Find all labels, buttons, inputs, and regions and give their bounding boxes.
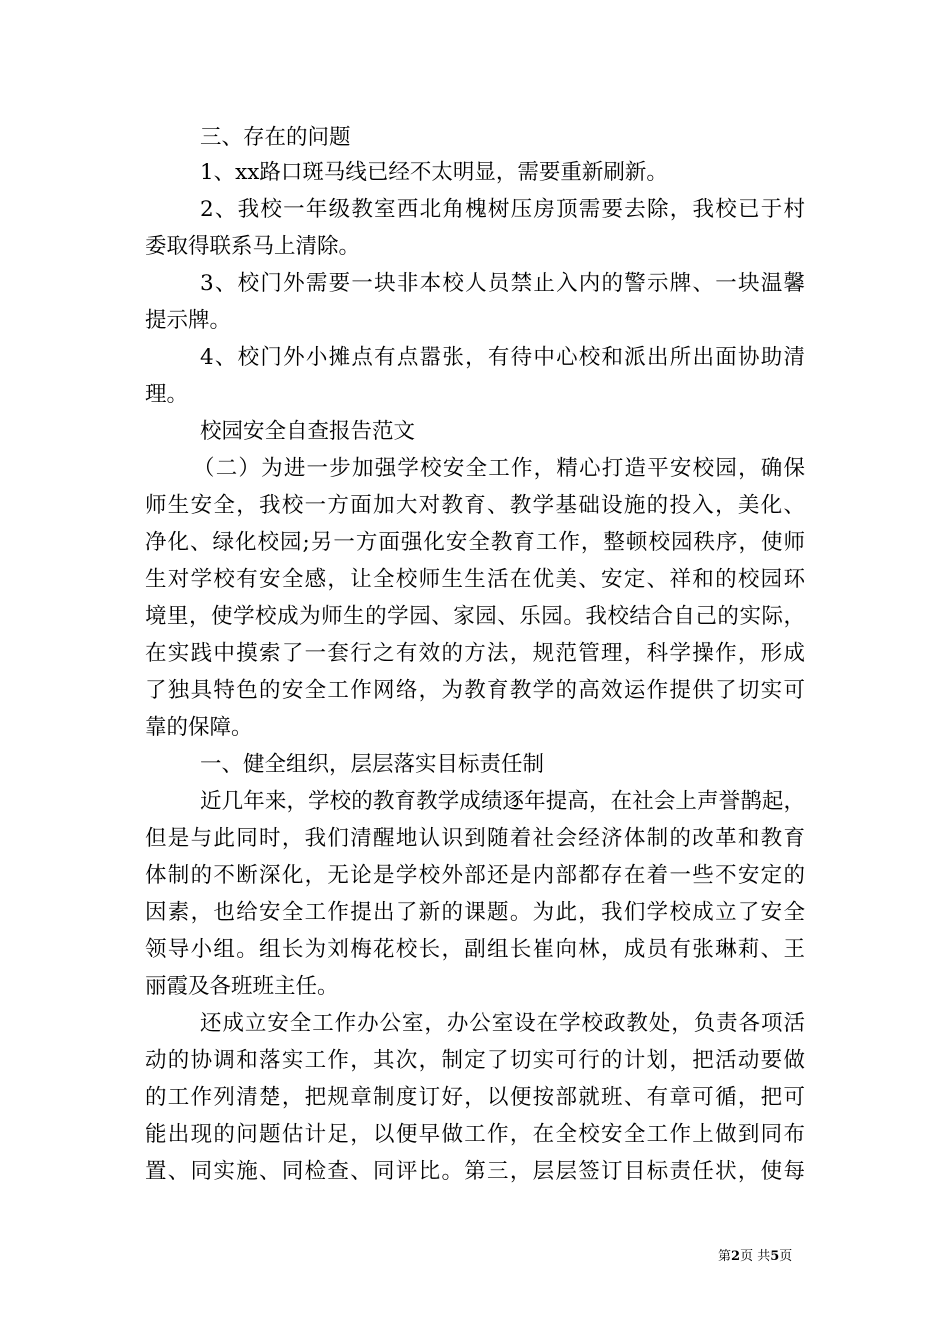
text-line: 3、校门外需要一块非本校人员禁止入内的警示牌、一块温馨 (200, 271, 805, 296)
text-line: 还成立安全工作办公室，办公室设在学校政教处，负责各项活 (200, 1011, 805, 1036)
footer-suffix: 页 (779, 1249, 793, 1264)
footer-total-pages: 5 (770, 1249, 780, 1264)
text-line: 了独具特色的安全工作网络，为教育教学的高效运作提供了切实可 (145, 678, 805, 703)
text-line: 境里，使学校成为师生的学园、家园、乐园。我校结合自己的实际， (145, 604, 805, 629)
page-footer (718, 1249, 792, 1265)
text-line: 能出现的问题估计足，以便早做工作，在全校安全工作上做到同布 (145, 1122, 805, 1147)
text-line: 置、同实施、同检查、同评比。第三，层层签订目标责任状，使每 (145, 1159, 805, 1184)
text-line: 委取得联系马上清除。 (145, 234, 361, 259)
text-line: 净化、绿化校园;另一方面强化安全教育工作，整顿校园秩序，使师 (145, 530, 805, 555)
text-line: 师生安全，我校一方面加大对教育、教学基础设施的投入，美化、 (145, 493, 805, 518)
text-line: 动的协调和落实工作，其次，制定了切实可行的计划，把活动要做 (145, 1048, 805, 1073)
text-line: 在实践中摸索了一套行之有效的方法，规范管理，科学操作，形成 (145, 641, 805, 666)
section-heading-problems: 三、存在的问题 (200, 125, 351, 150)
text-line: 的工作列清楚，把规章制度订好，以便按部就班、有章可循，把可 (145, 1085, 805, 1110)
text-line: 丽霞及各班班主任。 (145, 974, 339, 999)
text-line: 领导小组。组长为刘梅花校长，副组长崔向林，成员有张琳莉、王 (145, 937, 805, 962)
section-heading-organization: 一、健全组织，层层落实目标责任制 (200, 752, 545, 777)
footer-page-number: 2 (731, 1249, 741, 1264)
text-line: 提示牌。 (145, 308, 232, 333)
text-line: 生对学校有安全感，让全校师生生活在优美、安定、祥和的校园环 (145, 567, 805, 592)
footer-middle: 页 共 (740, 1249, 771, 1264)
text-line: 近几年来，学校的教育教学成绩逐年提高，在社会上声誉鹊起， (200, 789, 805, 814)
text-line: 因素，也给安全工作提出了新的课题。为此，我们学校成立了安全 (145, 900, 805, 925)
text-line: 1、xx路口斑马线已经不太明显，需要重新刷新。 (200, 160, 668, 185)
text-line: 但是与此同时，我们清醒地认识到随着社会经济体制的改革和教育 (145, 826, 805, 851)
document-title: 校园安全自查报告范文 (200, 419, 416, 444)
footer-prefix: 第 (718, 1249, 732, 1264)
text-line: 靠的保障。 (145, 715, 253, 740)
text-line: 体制的不断深化，无论是学校外部还是内部都存在着一些不安定的 (145, 863, 805, 888)
text-line: （二）为进一步加强学校安全工作，精心打造平安校园，确保 (193, 456, 805, 481)
text-line: 4、校门外小摊点有点嚣张，有待中心校和派出所出面协助清 (200, 345, 805, 370)
text-line: 2、我校一年级教室西北角槐树压房顶需要去除，我校已于村 (200, 197, 805, 222)
text-line: 理。 (145, 382, 189, 407)
